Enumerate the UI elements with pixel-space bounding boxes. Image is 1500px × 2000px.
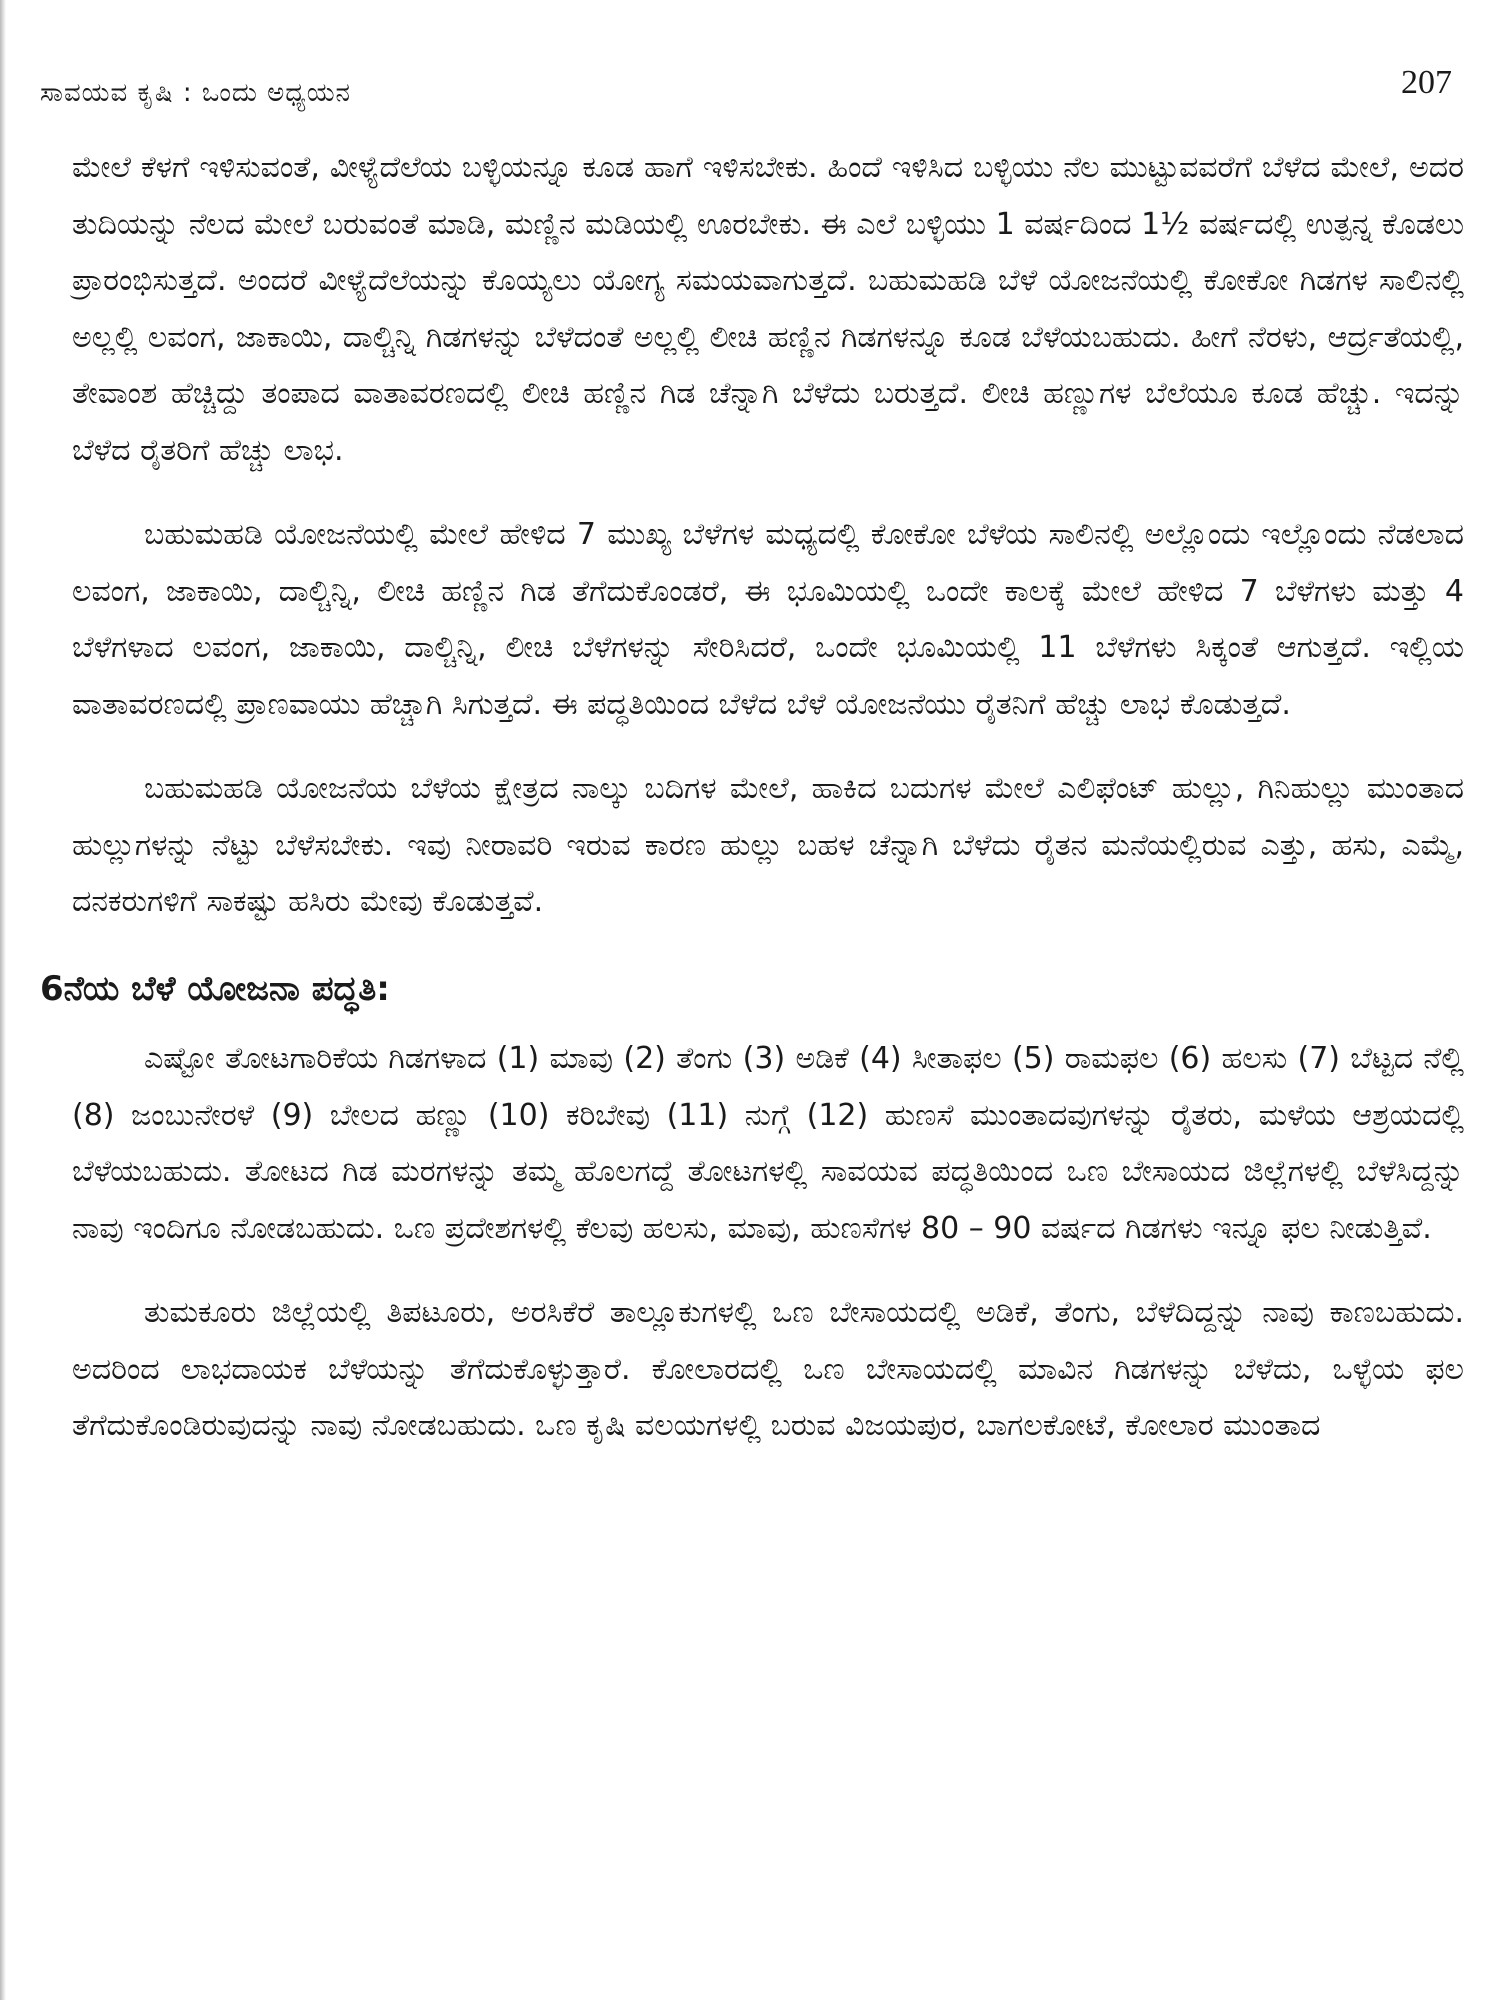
running-header-title: ಸಾವಯವ ಕೃಷಿ : ಒಂದು ಅಧ್ಯಯನ	[40, 78, 351, 108]
page-number: 207	[1401, 64, 1452, 101]
paragraph-4: ಎಷ್ಟೋ ತೋಟಗಾರಿಕೆಯ ಗಿಡಗಳಾದ (1) ಮಾವು (2) ತೆಂಗು (3) ಅಡಿಕೆ (4) ಸೀತಾಫಲ (5) ರಾಮಫಲ (6) ಹಲಸು (7) ಬೆಟ್ಟದ ನೆಲ್ಲಿ (8) ಜಂಬುನೇರಳೆ (9) ಬೇಲದ ಹಣ್ಣು (10) ಕರಿಬೇವು (11) ನುಗ್ಗೆ (12) ಹುಣಸೆ ಮುಂತಾದವುಗಳನ್ನು ರೈತರು, ಮಳೆಯ ಆಶ್ರಯದಲ್ಲಿ ಬೆಳೆಯಬಹುದು. ತೋಟದ ಗಿಡ ಮರಗಳನ್ನು ತಮ್ಮ ಹೊಲಗದ್ದೆ ತೋಟಗಳಲ್ಲಿ ಸಾವಯವ ಪದ್ಧತಿಯಿಂದ ಒಣ ಬೇಸಾಯದ ಜಿಲ್ಲೆಗಳಲ್ಲಿ ಬೆಳೆಸಿದ್ದನ್ನು ನಾವು ಇಂದಿಗೂ ನೋಡಬಹುದು. ಒಣ ಪ್ರದೇಶಗಳಲ್ಲಿ ಕೆಲವು ಹಲಸು, ಮಾವು, ಹುಣಸೆಗಳ 80 – 90 ವರ್ಷದ ಗಿಡಗಳು ಇನ್ನೂ ಫಲ ನೀಡುತ್ತಿವೆ.	[72, 1041, 1464, 1246]
page-binding-shadow	[0, 0, 6, 2000]
paragraph-1: ಮೇಲೆ ಕೆಳಗೆ ಇಳಿಸುವಂತೆ, ವೀಳ್ಯೆದೆಲೆಯ ಬಳ್ಳಿಯನ್ನೂ ಕೂಡ ಹಾಗೆ ಇಳಿಸಬೇಕು. ಹಿಂದೆ ಇಳಿಸಿದ ಬಳ್ಳಿಯು ನೆಲ ಮುಟ್ಟುವವರೆಗೆ ಬೆಳೆದ ಮೇಲೆ, ಅದರ ತುದಿಯನ್ನು ನೆಲದ ಮೇಲೆ ಬರುವಂತೆ ಮಾಡಿ, ಮಣ್ಣಿನ ಮಡಿಯಲ್ಲಿ ಊರಬೇಕು. ಈ ಎಲೆ ಬಳ್ಳಿಯು 1 ವರ್ಷದಿಂದ 1½ ವರ್ಷದಲ್ಲಿ ಉತ್ಪನ್ನ ಕೊಡಲು ಪ್ರಾರಂಭಿಸುತ್ತದೆ. ಅಂದರೆ ವೀಳ್ಯೆದೆಲೆಯನ್ನು ಕೊಯ್ಯಲು ಯೋಗ್ಯ ಸಮಯವಾಗುತ್ತದೆ. ಬಹುಮಹಡಿ ಬೆಳೆ ಯೋಜನೆಯಲ್ಲಿ ಕೋಕೋ ಗಿಡಗಳ ಸಾಲಿನಲ್ಲಿ ಅಲ್ಲಲ್ಲಿ ಲವಂಗ, ಜಾಕಾಯಿ, ದಾಲ್ಚಿನ್ನಿ ಗಿಡಗಳನ್ನು ಬೆಳೆದಂತೆ ಅಲ್ಲಲ್ಲಿ ಲೀಚಿ ಹಣ್ಣಿನ ಗಿಡಗಳನ್ನೂ ಕೂಡ ಬೆಳೆಯಬಹುದು. ಹೀಗೆ ನೆರಳು, ಆರ್ದ್ರತೆಯಲ್ಲಿ, ತೇವಾಂಶ ಹೆಚ್ಚಿದ್ದು ತಂಪಾದ ವಾತಾವರಣದಲ್ಲಿ ಲೀಚಿ ಹಣ್ಣಿನ ಗಿಡ ಚೆನ್ನಾಗಿ ಬೆಳೆದು ಬರುತ್ತದೆ. ಲೀಚಿ ಹಣ್ಣುಗಳ ಬೆಲೆಯೂ ಕೂಡ ಹೆಚ್ಚು. ಇದನ್ನು ಬೆಳೆದ ರೈತರಿಗೆ ಹೆಚ್ಚು ಲಾಭ.	[72, 150, 1464, 468]
paragraph-2: ಬಹುಮಹಡಿ ಯೋಜನೆಯಲ್ಲಿ ಮೇಲೆ ಹೇಳಿದ 7 ಮುಖ್ಯ ಬೆಳೆಗಳ ಮಧ್ಯದಲ್ಲಿ ಕೋಕೋ ಬೆಳೆಯ ಸಾಲಿನಲ್ಲಿ ಅಲ್ಲೊಂದು ಇಲ್ಲೊಂದು ನೆಡಲಾದ ಲವಂಗ, ಜಾಕಾಯಿ, ದಾಲ್ಚಿನ್ನಿ, ಲೀಚಿ ಹಣ್ಣಿನ ಗಿಡ ತೆಗೆದುಕೊಂಡರೆ, ಈ ಭೂಮಿಯಲ್ಲಿ ಒಂದೇ ಕಾಲಕ್ಕೆ ಮೇಲೆ ಹೇಳಿದ 7 ಬೆಳೆಗಳು ಮತ್ತು 4 ಬೆಳೆಗಳಾದ ಲವಂಗ, ಜಾಕಾಯಿ, ದಾಲ್ಚಿನ್ನಿ, ಲೀಚಿ ಬೆಳೆಗಳನ್ನು ಸೇರಿಸಿದರೆ, ಒಂದೇ ಭೂಮಿಯಲ್ಲಿ 11 ಬೆಳೆಗಳು ಸಿಕ್ಕಂತೆ ಆಗುತ್ತದೆ. ಇಲ್ಲಿಯ ವಾತಾವರಣದಲ್ಲಿ ಪ್ರಾಣವಾಯು ಹೆಚ್ಚಾಗಿ ಸಿಗುತ್ತದೆ. ಈ ಪದ್ಧತಿಯಿಂದ ಬೆಳೆದ ಬೆಳೆ ಯೋಜನೆಯು ರೈತನಿಗೆ ಹೆಚ್ಚು ಲಾಭ ಕೊಡುತ್ತದೆ.	[72, 517, 1464, 722]
paragraph-3: ಬಹುಮಹಡಿ ಯೋಜನೆಯ ಬೆಳೆಯ ಕ್ಷೇತ್ರದ ನಾಲ್ಕು ಬದಿಗಳ ಮೇಲೆ, ಹಾಕಿದ ಬದುಗಳ ಮೇಲೆ ಎಲಿಫೆಂಟ್ ಹುಲ್ಲು, ಗಿನಿಹುಲ್ಲು ಮುಂತಾದ ಹುಲ್ಲುಗಳನ್ನು ನೆಟ್ಟು ಬೆಳೆಸಬೇಕು. ಇವು ನೀರಾವರಿ ಇರುವ ಕಾರಣ ಹುಲ್ಲು ಬಹಳ ಚೆನ್ನಾಗಿ ಬೆಳೆದು ರೈತನ ಮನೆಯಲ್ಲಿರುವ ಎತ್ತು, ಹಸು, ಎಮ್ಮೆ, ದನಕರುಗಳಿಗೆ ಸಾಕಷ್ಟು ಹಸಿರು ಮೇವು ಕೊಡುತ್ತವೆ.	[72, 771, 1464, 919]
paragraph-5: ತುಮಕೂರು ಜಿಲ್ಲೆಯಲ್ಲಿ ತಿಪಟೂರು, ಅರಸಿಕೆರೆ ತಾಲ್ಲೂಕುಗಳಲ್ಲಿ ಒಣ ಬೇಸಾಯದಲ್ಲಿ ಅಡಿಕೆ, ತೆಂಗು, ಬೆಳೆದಿದ್ದನ್ನು ನಾವು ಕಾಣಬಹುದು. ಅದರಿಂದ ಲಾಭದಾಯಕ ಬೆಳೆಯನ್ನು ತೆಗೆದುಕೊಳ್ಳುತ್ತಾರೆ. ಕೋಲಾರದಲ್ಲಿ ಒಣ ಬೇಸಾಯದಲ್ಲಿ ಮಾವಿನ ಗಿಡಗಳನ್ನು ಬೆಳೆದು, ಒಳ್ಳೆಯ ಫಲ ತೆಗೆದುಕೊಂಡಿರುವುದನ್ನು ನಾವು ನೋಡಬಹುದು. ಒಣ ಕೃಷಿ ವಲಯಗಳಲ್ಲಿ ಬರುವ ವಿಜಯಪುರ, ಬಾಗಲಕೋಟೆ, ಕೋಲಾರ ಮುಂತಾದ	[72, 1295, 1464, 1443]
page-body	[40, 140, 1464, 1455]
section-heading: 6ನೆಯ ಬೆಳೆ ಯೋಜನಾ ಪದ್ಧತಿ:	[40, 968, 390, 1009]
